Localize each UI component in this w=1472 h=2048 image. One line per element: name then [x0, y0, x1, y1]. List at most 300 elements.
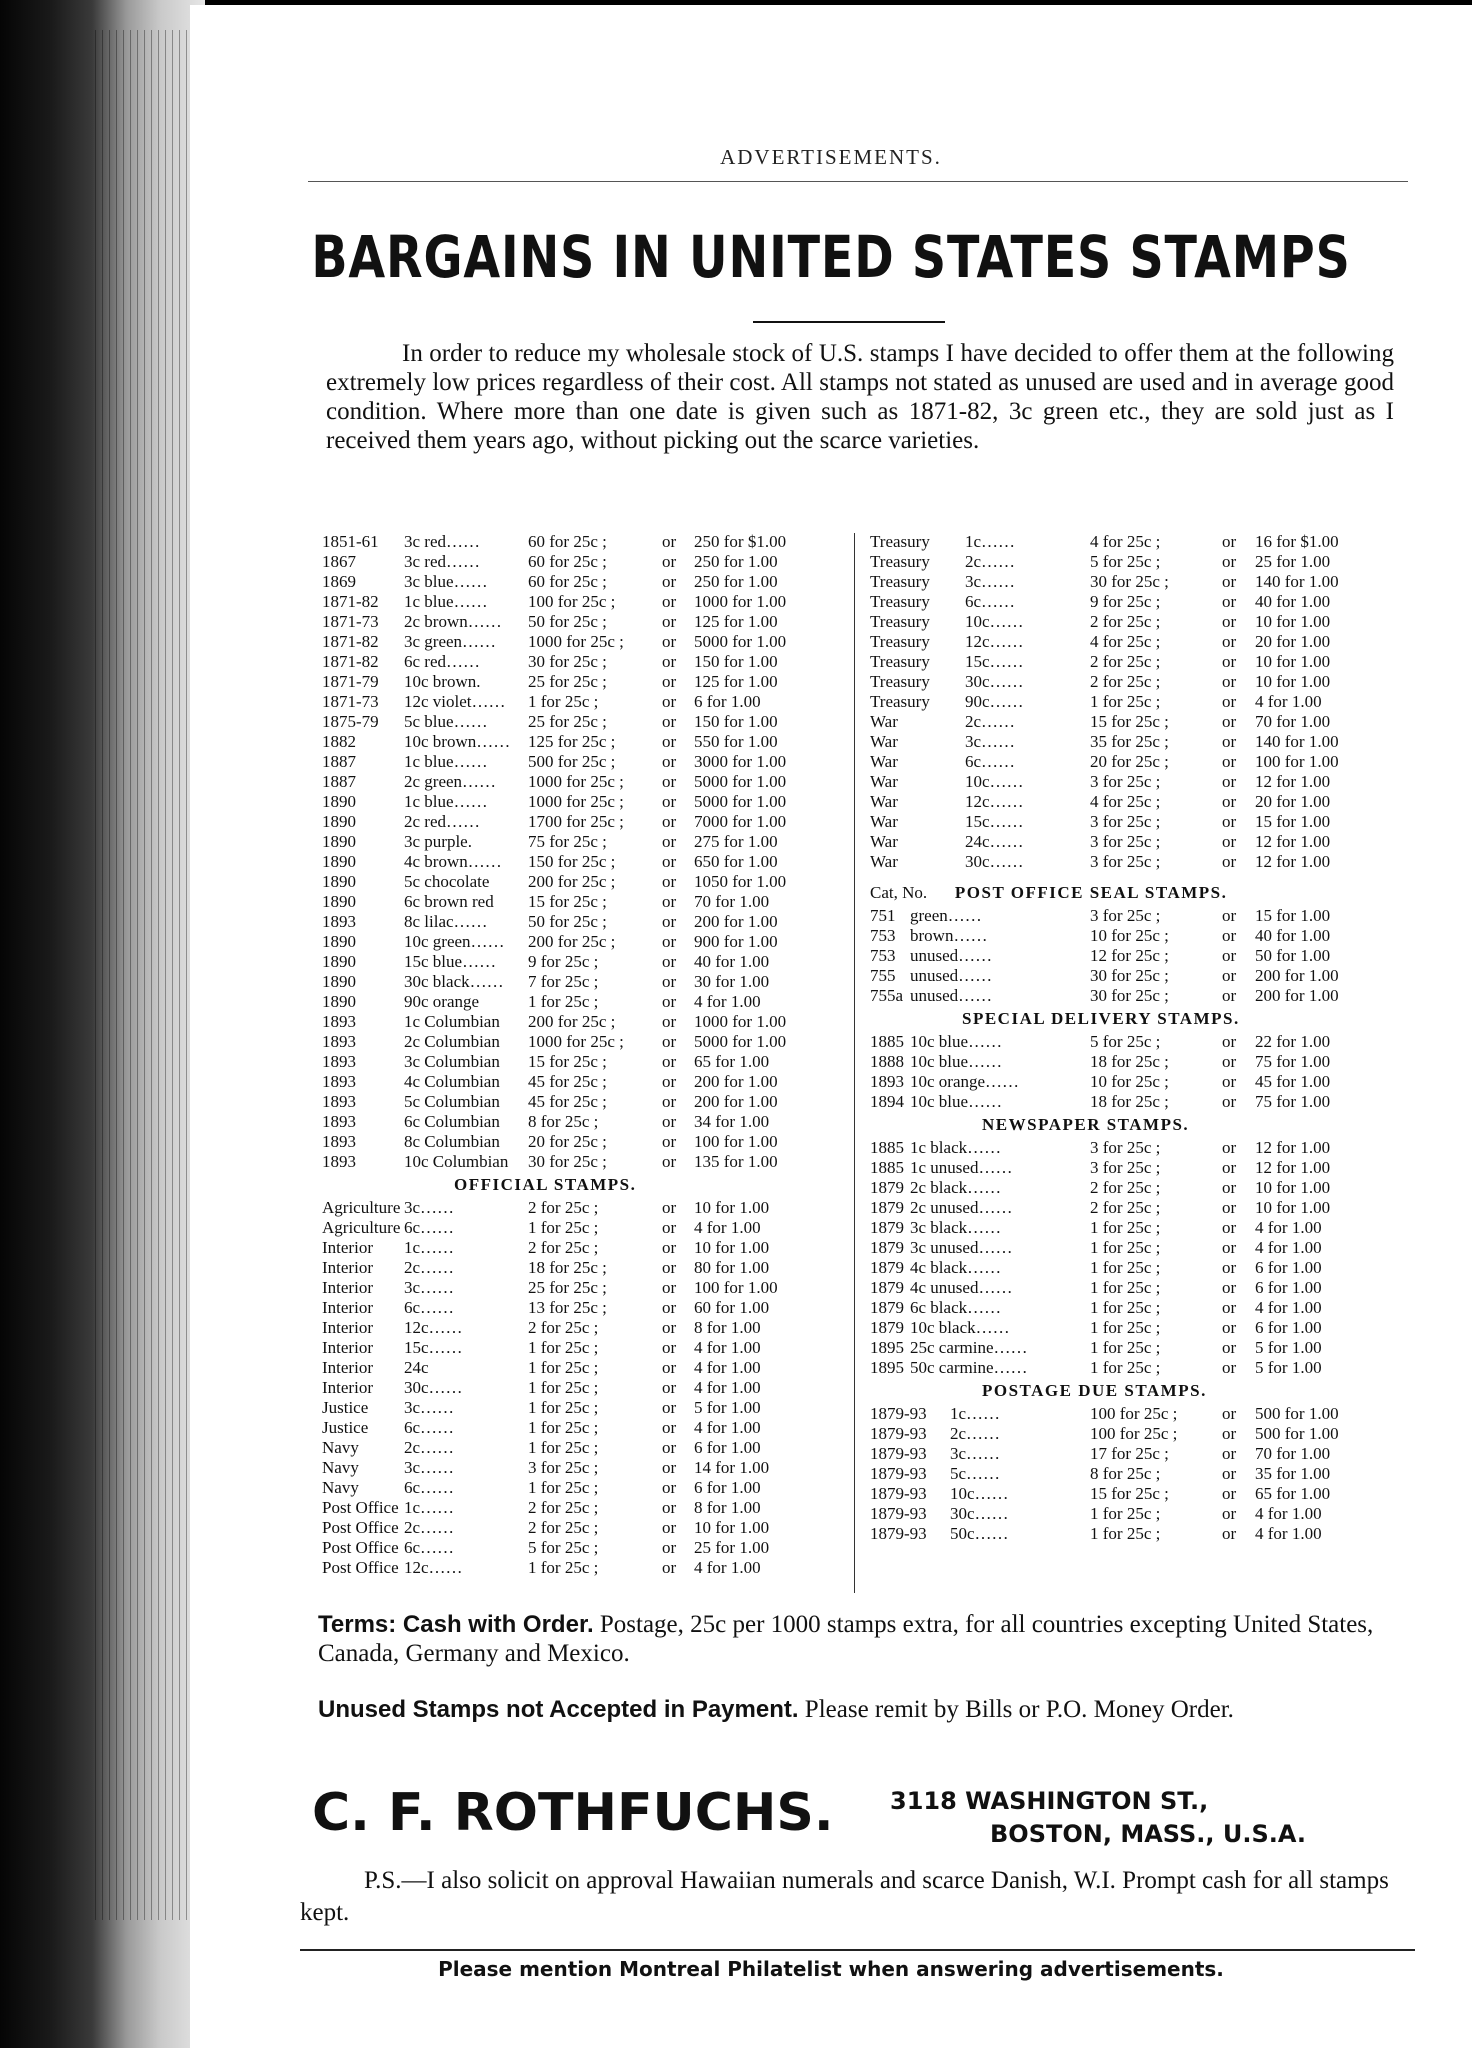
issue: Treasury	[870, 532, 930, 551]
or-word: or	[1222, 752, 1237, 771]
cat-no-label: Cat, No.	[870, 883, 928, 902]
or-word: or	[662, 932, 677, 951]
large-lot-price: 275 for 1.00	[694, 832, 778, 851]
price-row	[322, 552, 842, 572]
or-word: or	[1222, 1424, 1237, 1443]
stamp: 4c unused……	[910, 1278, 1013, 1297]
stamp: 3c purple.	[404, 832, 472, 851]
large-lot-price: 34 for 1.00	[694, 1112, 770, 1131]
small-lot-price: 50 for 25c ;	[528, 612, 607, 631]
small-lot-price: 200 for 25c ;	[528, 932, 616, 951]
small-lot-price: 3 for 25c ;	[1090, 1138, 1161, 1157]
large-lot-price: 35 for 1.00	[1255, 1464, 1331, 1483]
or-word: or	[662, 1238, 677, 1257]
price-row	[870, 612, 1390, 632]
or-word: or	[662, 532, 677, 551]
large-lot-price: 40 for 1.00	[1255, 592, 1331, 611]
advertisement-page	[190, 5, 1472, 2048]
unused-label: Unused Stamps not Accepted in Payment.	[318, 1696, 799, 1723]
price-row	[870, 752, 1390, 772]
price-row	[322, 692, 842, 712]
issue: 1893	[322, 1092, 356, 1111]
special-delivery-list	[870, 1032, 1390, 1112]
or-word: or	[662, 712, 677, 731]
small-lot-price: 7 for 25c ;	[528, 972, 599, 991]
or-word: or	[1222, 532, 1237, 551]
price-row	[870, 1524, 1390, 1544]
stamp: 5c……	[950, 1464, 1001, 1483]
issue: Treasury	[870, 652, 930, 671]
price-row	[322, 1418, 842, 1438]
or-word: or	[662, 992, 677, 1011]
or-word: or	[662, 1498, 677, 1517]
issue: 1869	[322, 572, 356, 591]
or-word: or	[662, 1458, 677, 1477]
left-price-column	[322, 532, 842, 1578]
price-row	[322, 1072, 842, 1092]
stamp: 10c brown……	[404, 732, 511, 751]
small-lot-price: 9 for 25c ;	[528, 952, 599, 971]
or-word: or	[1222, 712, 1237, 731]
large-lot-price: 10 for 1.00	[1255, 652, 1331, 671]
price-row	[322, 932, 842, 952]
or-word: or	[1222, 692, 1237, 711]
stamp: 1c Columbian	[404, 1012, 500, 1031]
stamp: 25c carmine……	[910, 1338, 1028, 1357]
or-word: or	[1222, 1484, 1237, 1503]
issue: 1890	[322, 992, 356, 1011]
large-lot-price: 100 for 1.00	[694, 1278, 778, 1297]
footer-rule	[300, 1949, 1415, 1951]
small-lot-price: 15 for 25c ;	[528, 892, 607, 911]
issue: Agriculture	[322, 1198, 401, 1217]
or-word: or	[662, 692, 677, 711]
or-word: or	[662, 1438, 677, 1457]
small-lot-price: 2 for 25c ;	[1090, 1198, 1161, 1217]
large-lot-price: 75 for 1.00	[1255, 1092, 1331, 1111]
issue: 755	[870, 966, 896, 985]
issue: Navy	[322, 1438, 359, 1457]
stamp: 50c……	[950, 1524, 1009, 1543]
large-lot-price: 1000 for 1.00	[694, 592, 787, 611]
small-lot-price: 15 for 25c ;	[1090, 712, 1169, 731]
small-lot-price: 4 for 25c ;	[1090, 532, 1161, 551]
terms-label: Terms: Cash with Order.	[318, 1611, 594, 1638]
small-lot-price: 1 for 25c ;	[528, 1338, 599, 1357]
price-row	[870, 572, 1390, 592]
small-lot-price: 60 for 25c ;	[528, 572, 607, 591]
small-lot-price: 5 for 25c ;	[1090, 552, 1161, 571]
or-word: or	[662, 1132, 677, 1151]
small-lot-price: 1000 for 25c ;	[528, 1032, 624, 1051]
issue: 1890	[322, 872, 356, 891]
stamp: 5c Columbian	[404, 1092, 500, 1111]
or-word: or	[662, 1478, 677, 1497]
price-row	[322, 972, 842, 992]
stamp: 12c……	[404, 1558, 463, 1577]
price-row	[322, 732, 842, 752]
price-row	[870, 1484, 1390, 1504]
or-word: or	[662, 1558, 677, 1577]
price-row	[870, 672, 1390, 692]
stamp: 5c chocolate	[404, 872, 490, 891]
or-word: or	[1222, 1138, 1237, 1157]
price-row	[322, 1052, 842, 1072]
or-word: or	[1222, 1178, 1237, 1197]
large-lot-price: 5000 for 1.00	[694, 1032, 787, 1051]
stamp: 12c……	[965, 632, 1024, 651]
large-lot-price: 6 for 1.00	[694, 1478, 761, 1497]
stamp: 10c……	[965, 612, 1024, 631]
issue: 1879-93	[870, 1404, 927, 1423]
small-lot-price: 1 for 25c ;	[528, 1558, 599, 1577]
price-row	[870, 1092, 1390, 1112]
small-lot-price: 1 for 25c ;	[528, 1418, 599, 1437]
issue: 1879-93	[870, 1424, 927, 1443]
stamp: 3c red……	[404, 552, 481, 571]
small-lot-price: 13 for 25c ;	[528, 1298, 607, 1317]
price-row	[870, 712, 1390, 732]
stamp: 10c……	[965, 772, 1024, 791]
or-word: or	[1222, 1158, 1237, 1177]
small-lot-price: 12 for 25c ;	[1090, 946, 1169, 965]
stamp: 12c……	[965, 792, 1024, 811]
or-word: or	[662, 1378, 677, 1397]
small-lot-price: 100 for 25c ;	[528, 592, 616, 611]
issue: 1867	[322, 552, 356, 571]
large-lot-price: 4 for 1.00	[694, 1218, 761, 1237]
large-lot-price: 200 for 1.00	[1255, 966, 1339, 985]
large-lot-price: 3000 for 1.00	[694, 752, 787, 771]
issue: 1871-73	[322, 692, 379, 711]
large-lot-price: 75 for 1.00	[1255, 1052, 1331, 1071]
stamp: 50c carmine……	[910, 1358, 1028, 1377]
or-word: or	[1222, 772, 1237, 791]
large-lot-price: 200 for 1.00	[1255, 986, 1339, 1005]
price-row	[322, 1398, 842, 1418]
or-word: or	[662, 1152, 677, 1171]
stamp: 6c……	[404, 1478, 455, 1497]
large-lot-price: 4 for 1.00	[1255, 1524, 1322, 1543]
price-row	[322, 1012, 842, 1032]
price-row	[870, 1178, 1390, 1198]
price-row	[870, 652, 1390, 672]
or-word: or	[1222, 966, 1237, 985]
price-row	[870, 1258, 1390, 1278]
large-lot-price: 550 for 1.00	[694, 732, 778, 751]
stamp: 3c……	[404, 1458, 455, 1477]
stamp: 90c……	[965, 692, 1024, 711]
or-word: or	[662, 672, 677, 691]
stamp: 3c black……	[910, 1218, 1002, 1237]
small-lot-price: 25 for 25c ;	[528, 672, 607, 691]
price-row	[322, 892, 842, 912]
or-word: or	[662, 972, 677, 991]
small-lot-price: 8 for 25c ;	[528, 1112, 599, 1131]
issue: 1879	[870, 1178, 904, 1197]
stamp: 1c blue……	[404, 592, 488, 611]
small-lot-price: 50 for 25c ;	[528, 912, 607, 931]
issue: Navy	[322, 1458, 359, 1477]
large-lot-price: 1050 for 1.00	[694, 872, 787, 891]
stamp: 1c unused……	[910, 1158, 1013, 1177]
small-lot-price: 1 for 25c ;	[1090, 1258, 1161, 1277]
issue: 1871-79	[322, 672, 379, 691]
stamp: 1c blue……	[404, 792, 488, 811]
or-word: or	[662, 1012, 677, 1031]
issue: War	[870, 752, 898, 771]
or-word: or	[1222, 906, 1237, 925]
issue: 1890	[322, 852, 356, 871]
large-lot-price: 1000 for 1.00	[694, 1012, 787, 1031]
large-lot-price: 15 for 1.00	[1255, 812, 1331, 831]
price-row	[870, 1318, 1390, 1338]
stamp: 15c……	[965, 812, 1024, 831]
or-word: or	[1222, 572, 1237, 591]
stamp: 2c black……	[910, 1178, 1002, 1197]
stamp: 2c red……	[404, 812, 481, 831]
large-lot-price: 6 for 1.00	[1255, 1278, 1322, 1297]
issue: 1879-93	[870, 1444, 927, 1463]
large-lot-price: 10 for 1.00	[694, 1518, 770, 1537]
price-row	[870, 732, 1390, 752]
issue: War	[870, 792, 898, 811]
official-stamps-list	[322, 1198, 842, 1578]
large-lot-price: 14 for 1.00	[694, 1458, 770, 1477]
small-lot-price: 125 for 25c ;	[528, 732, 616, 751]
or-word: or	[1222, 1198, 1237, 1217]
issue: Treasury	[870, 612, 930, 631]
price-row	[870, 1298, 1390, 1318]
large-lot-price: 10 for 1.00	[694, 1198, 770, 1217]
large-lot-price: 6 for 1.00	[694, 692, 761, 711]
page-edge-lines	[95, 30, 200, 1920]
price-row	[322, 1378, 842, 1398]
stamp: 10c orange……	[910, 1072, 1020, 1091]
price-row	[322, 1112, 842, 1132]
or-word: or	[662, 792, 677, 811]
large-lot-price: 150 for 1.00	[694, 652, 778, 671]
price-row	[322, 1318, 842, 1338]
issue: 1885	[870, 1138, 904, 1157]
large-lot-price: 4 for 1.00	[694, 1378, 761, 1397]
seal-stamps-list	[870, 906, 1390, 1006]
issue: 1890	[322, 952, 356, 971]
large-lot-price: 5000 for 1.00	[694, 792, 787, 811]
price-row	[322, 572, 842, 592]
stamp: 3c……	[965, 572, 1016, 591]
large-lot-price: 10 for 1.00	[1255, 1198, 1331, 1217]
price-row	[870, 986, 1390, 1006]
issue: 1895	[870, 1338, 904, 1357]
seal-stamps-title: POST OFFICE SEAL STAMPS.	[954, 883, 1228, 902]
issue: Post Office	[322, 1538, 399, 1557]
or-word: or	[1222, 1318, 1237, 1337]
large-lot-price: 125 for 1.00	[694, 672, 778, 691]
price-row	[870, 1158, 1390, 1178]
stamp: 5c blue……	[404, 712, 488, 731]
payment-text: Please remit by Bills or P.O. Money Order.	[804, 1696, 1234, 1723]
small-lot-price: 2 for 25c ;	[528, 1238, 599, 1257]
stamp: brown……	[910, 926, 988, 945]
or-word: or	[662, 1298, 677, 1317]
small-lot-price: 10 for 25c ;	[1090, 926, 1169, 945]
issue: 1893	[322, 1012, 356, 1031]
price-row	[322, 532, 842, 552]
issue: 1890	[322, 892, 356, 911]
stamp: 15c……	[965, 652, 1024, 671]
or-word: or	[1222, 732, 1237, 751]
stamp: 2c……	[950, 1424, 1001, 1443]
or-word: or	[1222, 1238, 1237, 1257]
small-lot-price: 20 for 25c ;	[528, 1132, 607, 1151]
issue: 751	[870, 906, 896, 925]
small-lot-price: 1 for 25c ;	[528, 992, 599, 1011]
issue: 1885	[870, 1158, 904, 1177]
payment-paragraph	[318, 1695, 1400, 1724]
small-lot-price: 1 for 25c ;	[1090, 1318, 1161, 1337]
stamp: 1c……	[965, 532, 1016, 551]
small-lot-price: 3 for 25c ;	[1090, 852, 1161, 871]
issue: 1893	[870, 1072, 904, 1091]
small-lot-price: 1 for 25c ;	[1090, 1524, 1161, 1543]
issue: 1879-93	[870, 1484, 927, 1503]
seal-stamps-heading	[870, 880, 1390, 906]
stamp: 2c unused……	[910, 1198, 1013, 1217]
large-lot-price: 22 for 1.00	[1255, 1032, 1331, 1051]
issue: War	[870, 772, 898, 791]
stamp: 4c black……	[910, 1258, 1002, 1277]
stamp: 12c violet……	[404, 692, 506, 711]
small-lot-price: 1 for 25c ;	[1090, 1278, 1161, 1297]
or-word: or	[1222, 1404, 1237, 1423]
book-binding-edge	[0, 0, 205, 2048]
issue: 1895	[870, 1358, 904, 1377]
large-lot-price: 25 for 1.00	[694, 1538, 770, 1557]
small-lot-price: 1 for 25c ;	[528, 1358, 599, 1377]
or-word: or	[1222, 672, 1237, 691]
or-word: or	[662, 1072, 677, 1091]
or-word: or	[1222, 812, 1237, 831]
large-lot-price: 500 for 1.00	[1255, 1424, 1339, 1443]
large-lot-price: 45 for 1.00	[1255, 1072, 1331, 1091]
or-word: or	[662, 1318, 677, 1337]
issue: 1893	[322, 1072, 356, 1091]
or-word: or	[662, 732, 677, 751]
large-lot-price: 5000 for 1.00	[694, 632, 787, 651]
small-lot-price: 15 for 25c ;	[1090, 1484, 1169, 1503]
issue: Justice	[322, 1398, 369, 1417]
title-rule	[753, 321, 945, 323]
stamp: 6c……	[965, 752, 1016, 771]
large-lot-price: 4 for 1.00	[1255, 1504, 1322, 1523]
stamp: 2c……	[404, 1438, 455, 1457]
large-lot-price: 60 for 1.00	[694, 1298, 770, 1317]
large-lot-price: 70 for 1.00	[694, 892, 770, 911]
large-lot-price: 100 for 1.00	[1255, 752, 1339, 771]
issue: Post Office	[322, 1498, 399, 1517]
price-row	[870, 552, 1390, 572]
stamp: 10c blue……	[910, 1052, 1003, 1071]
price-row	[322, 652, 842, 672]
price-row	[322, 792, 842, 812]
or-word: or	[662, 1538, 677, 1557]
small-lot-price: 1 for 25c ;	[1090, 1238, 1161, 1257]
price-row	[870, 1052, 1390, 1072]
large-lot-price: 10 for 1.00	[1255, 1178, 1331, 1197]
small-lot-price: 3 for 25c ;	[1090, 906, 1161, 925]
issue: Interior	[322, 1358, 373, 1377]
issue: Interior	[322, 1278, 373, 1297]
price-row	[322, 772, 842, 792]
small-lot-price: 2 for 25c ;	[528, 1198, 599, 1217]
issue: 1851-61	[322, 532, 379, 551]
issue: Justice	[322, 1418, 369, 1437]
price-row	[322, 1152, 842, 1172]
or-word: or	[1222, 632, 1237, 651]
issue: Interior	[322, 1298, 373, 1317]
large-lot-price: 140 for 1.00	[1255, 572, 1339, 591]
stamp: green……	[910, 906, 982, 925]
small-lot-price: 60 for 25c ;	[528, 552, 607, 571]
small-lot-price: 10 for 25c ;	[1090, 1072, 1169, 1091]
stamp: 30c……	[965, 672, 1024, 691]
or-word: or	[662, 592, 677, 611]
issue: 1893	[322, 1052, 356, 1071]
or-word: or	[662, 552, 677, 571]
or-word: or	[662, 1278, 677, 1297]
issue: 1893	[322, 1132, 356, 1151]
issue: War	[870, 832, 898, 851]
or-word: or	[1222, 792, 1237, 811]
price-row	[322, 1338, 842, 1358]
issue: War	[870, 712, 898, 731]
large-lot-price: 4 for 1.00	[694, 1358, 761, 1377]
large-lot-price: 40 for 1.00	[694, 952, 770, 971]
stamp: 1c……	[404, 1238, 455, 1257]
page-title: BARGAINS IN UNITED STATES STAMPS	[311, 223, 1351, 291]
large-lot-price: 4 for 1.00	[694, 1558, 761, 1577]
or-word: or	[1222, 1278, 1237, 1297]
stamp: 10c……	[950, 1484, 1009, 1503]
postage-due-heading: POSTAGE DUE STAMPS.	[982, 1381, 1207, 1400]
large-lot-price: 140 for 1.00	[1255, 732, 1339, 751]
price-row	[870, 1032, 1390, 1052]
small-lot-price: 3 for 25c ;	[1090, 832, 1161, 851]
price-row	[322, 672, 842, 692]
stamp: 3c……	[404, 1198, 455, 1217]
stamp: unused……	[910, 946, 993, 965]
issue: 1879	[870, 1278, 904, 1297]
stamp: unused……	[910, 966, 993, 985]
price-row	[322, 1438, 842, 1458]
or-word: or	[1222, 1444, 1237, 1463]
stamp: 30c……	[404, 1378, 463, 1397]
or-word: or	[662, 1198, 677, 1217]
issue: 1890	[322, 812, 356, 831]
or-word: or	[1222, 832, 1237, 851]
large-lot-price: 65 for 1.00	[1255, 1484, 1331, 1503]
small-lot-price: 2 for 25c ;	[528, 1318, 599, 1337]
stamp: 3c……	[965, 732, 1016, 751]
stamp: 2c Columbian	[404, 1032, 500, 1051]
or-word: or	[1222, 946, 1237, 965]
price-row	[322, 752, 842, 772]
or-word: or	[1222, 1218, 1237, 1237]
small-lot-price: 100 for 25c ;	[1090, 1404, 1178, 1423]
small-lot-price: 150 for 25c ;	[528, 852, 616, 871]
small-lot-price: 1 for 25c ;	[528, 1438, 599, 1457]
